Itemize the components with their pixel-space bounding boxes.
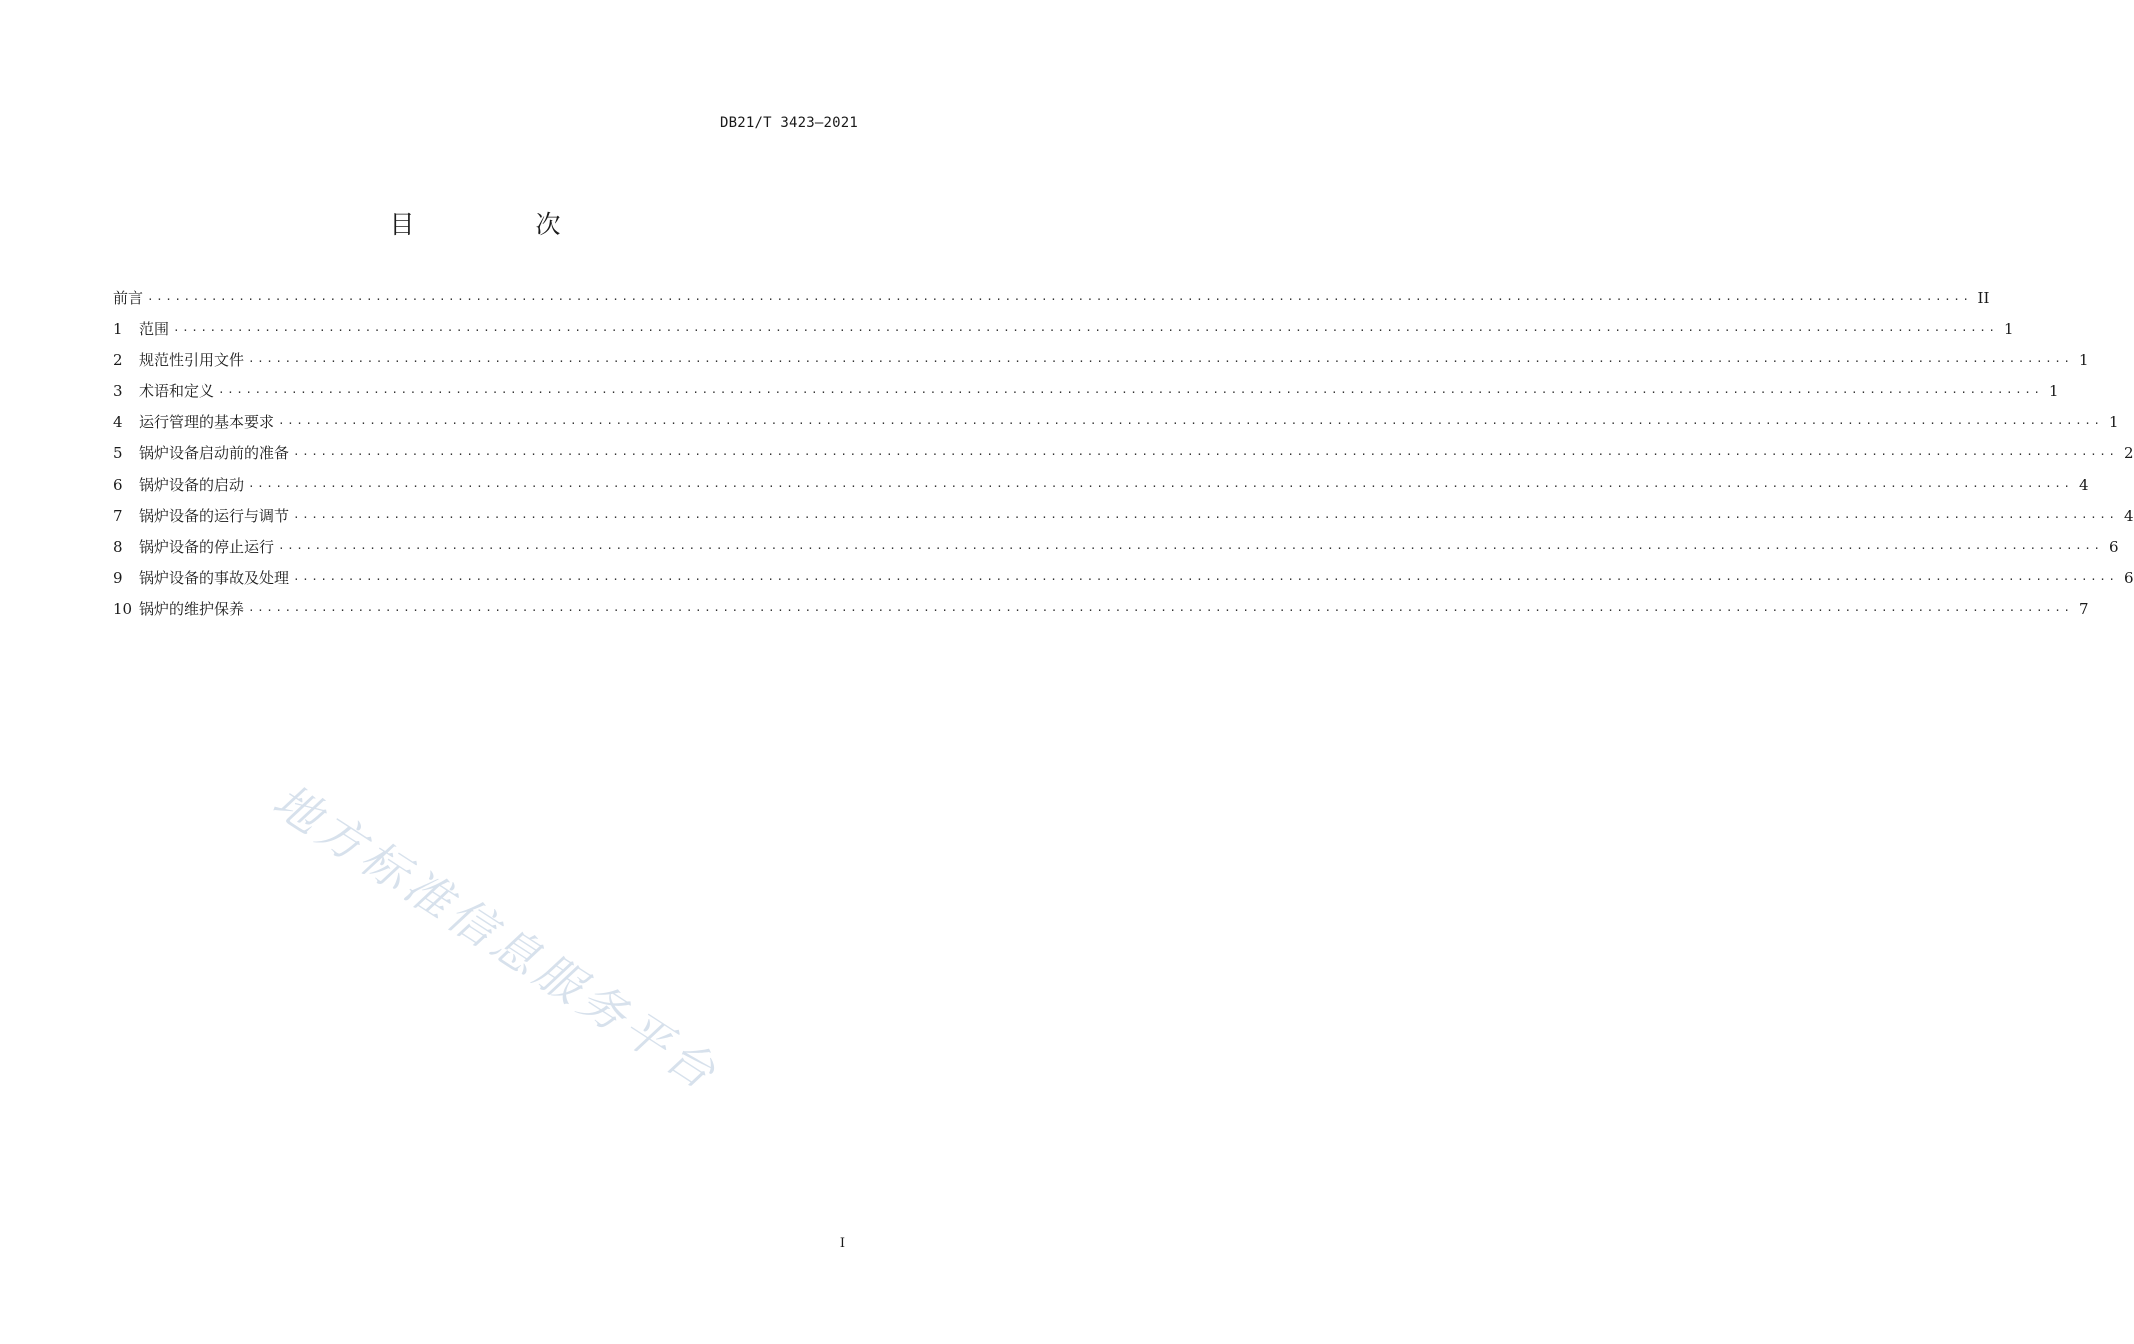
dot-leader: ········································································································································································································ (278, 417, 2103, 431)
toc-entry-page: 1 (2108, 413, 2119, 432)
toc-entry-page: II (1977, 289, 1990, 307)
toc-entry-page: 4 (2123, 506, 2134, 525)
toc-entry-label: 锅炉设备的事故及处理 (139, 568, 290, 587)
toc-entry-number: 3 (113, 382, 123, 401)
dot-leader: ········································································································································································································ (248, 603, 2073, 617)
dot-leader: ········································································································································································································ (293, 448, 2118, 462)
dot-leader: ········································································································································································································ (173, 324, 1998, 338)
toc-entry-label: 前言 (113, 289, 144, 307)
toc-entry-number: 1 (113, 320, 123, 339)
toc-entry-number: 8 (113, 537, 123, 556)
toc-entry[interactable] (113, 283, 1990, 314)
page-title: 目 次 (389, 210, 609, 239)
dot-leader: ········································································································································································································ (147, 293, 1972, 306)
toc-entry-label: 规范性引用文件 (139, 351, 245, 370)
watermark: 地方标准信息服务平台 (263, 773, 730, 1102)
toc-entry[interactable] (113, 376, 2059, 407)
toc-entry-number: 10 (113, 599, 133, 618)
toc-entry-label: 锅炉设备的运行与调节 (139, 506, 290, 525)
toc-entry-page: 1 (2003, 320, 2014, 339)
dot-leader: ········································································································································································································ (278, 541, 2103, 555)
dot-leader: ········································································································································································································ (293, 572, 2118, 586)
dot-leader: ········································································································································································································ (248, 479, 2073, 493)
toc-entry-label: 锅炉的维护保养 (139, 599, 245, 618)
toc-entry-page: 2 (2123, 444, 2134, 463)
toc-entry-label: 锅炉设备的停止运行 (139, 537, 275, 556)
document-code: DB21/T 3423—2021 (719, 115, 858, 131)
toc-entry[interactable] (113, 563, 2134, 594)
toc-entry[interactable] (113, 407, 2119, 438)
toc-entry-page: 4 (2078, 475, 2089, 494)
dot-leader: ········································································································································································································ (293, 510, 2118, 524)
toc-entry-number: 2 (113, 351, 123, 370)
toc-entry-page: 7 (2078, 599, 2089, 618)
toc-entry[interactable] (113, 501, 2134, 532)
toc-entry-label: 锅炉设备启动前的准备 (139, 444, 290, 463)
toc-entry[interactable] (113, 345, 2089, 376)
page-number: I (839, 1236, 845, 1251)
toc-entry-page: 6 (2108, 537, 2119, 556)
toc-entry-number: 6 (113, 475, 123, 494)
toc-entry-number: 7 (113, 506, 123, 525)
toc-entry-page: 1 (2048, 382, 2059, 401)
toc-entry-number: 5 (113, 444, 123, 463)
toc-entry-page: 1 (2078, 351, 2089, 370)
toc-entry[interactable] (113, 532, 2119, 563)
toc-entry[interactable] (113, 470, 2089, 501)
toc-entry-number: 9 (113, 568, 123, 587)
toc-entry-label: 锅炉设备的启动 (139, 475, 245, 494)
toc-entry-label: 范围 (139, 320, 170, 339)
toc-entry-label: 运行管理的基本要求 (139, 413, 275, 432)
toc-entry-page: 6 (2123, 568, 2134, 587)
toc-entry-label: 术语和定义 (139, 382, 215, 401)
table-of-contents (113, 283, 2134, 625)
toc-entry-number: 4 (113, 413, 123, 432)
toc-entry[interactable] (113, 594, 2089, 625)
toc-entry[interactable] (113, 438, 2134, 469)
dot-leader: ········································································································································································································ (248, 355, 2073, 369)
toc-entry[interactable] (113, 314, 2014, 345)
dot-leader: ········································································································································································································ (218, 386, 2043, 400)
